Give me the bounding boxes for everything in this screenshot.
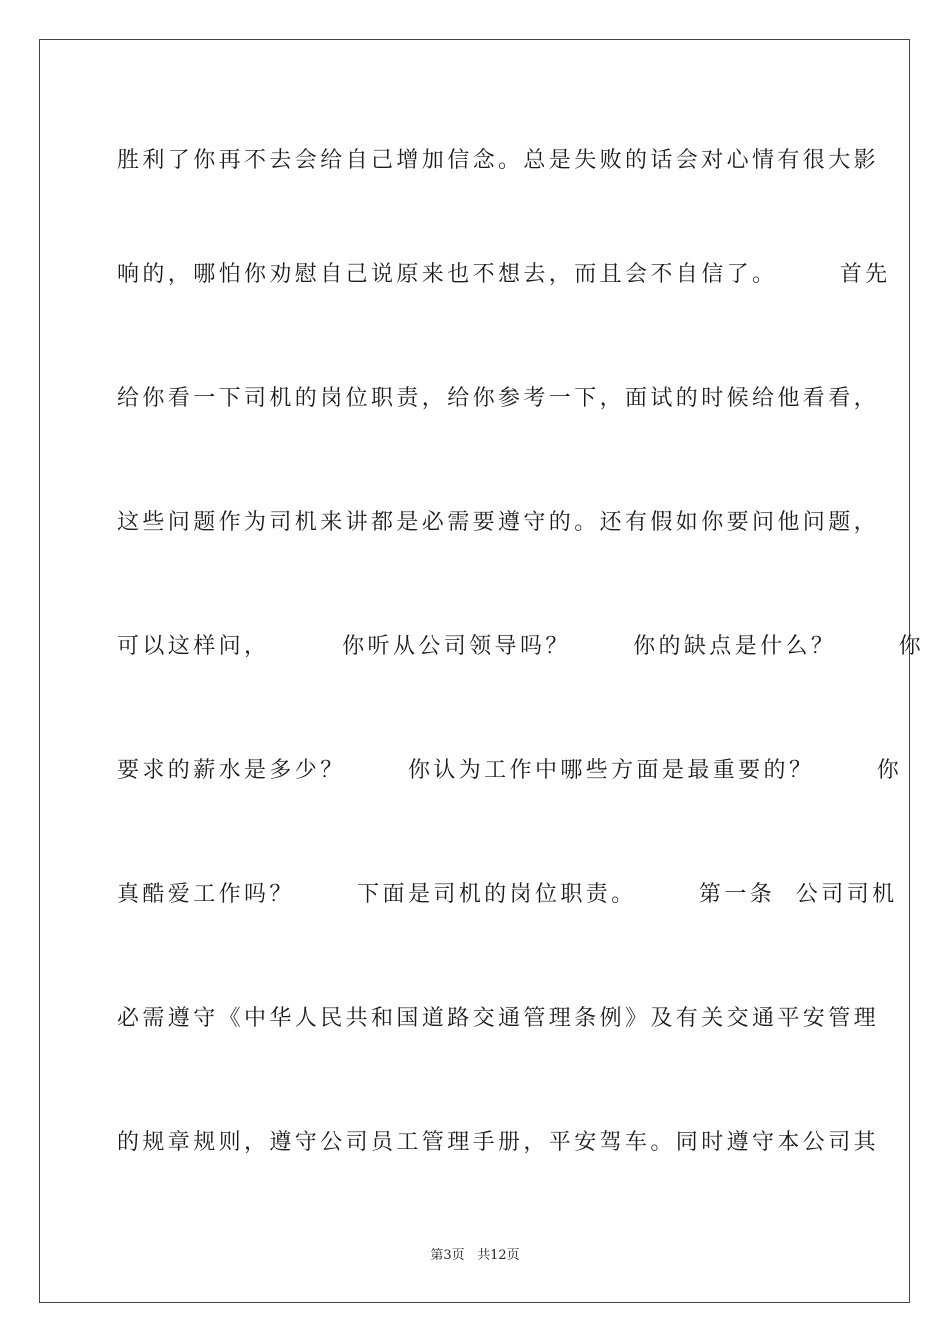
text-line: 这些问题作为司机来讲都是必需要遵守的。还有假如你要问他问题， xyxy=(117,510,880,535)
text-line: 的规章规则，遵守公司员工管理手册，平安驾车。同时遵守本公司其 xyxy=(117,1130,880,1155)
text-line: 胜利了你再不去会给自己增加信念。总是失败的话会对心情有很大影 xyxy=(117,148,880,173)
text-line: 真酷爱工作吗？ 下面是司机的岗位职责。 第一条 公司司机 xyxy=(117,882,898,907)
text-line: 响的，哪怕你劝慰自己说原来也不想去，而且会不自信了。 首先 xyxy=(117,262,891,287)
text-line: 要求的薪水是多少？ 你认为工作中哪些方面是最重要的？ 你 xyxy=(117,758,903,783)
text-line: 必需遵守《中华人民共和国道路交通管理条例》及有关交通平安管理 xyxy=(117,1006,880,1031)
page-total: 共12页 xyxy=(477,1248,520,1263)
page-border xyxy=(39,39,925,1303)
page-number: 第3页 xyxy=(430,1248,465,1263)
page-footer xyxy=(0,1247,950,1265)
text-line: 给你看一下司机的岗位职责，给你参考一下，面试的时候给他看看， xyxy=(117,386,880,411)
text-line: 可以这样问， 你听从公司领导吗？ 你的缺点是什么？ 你 xyxy=(117,634,925,659)
